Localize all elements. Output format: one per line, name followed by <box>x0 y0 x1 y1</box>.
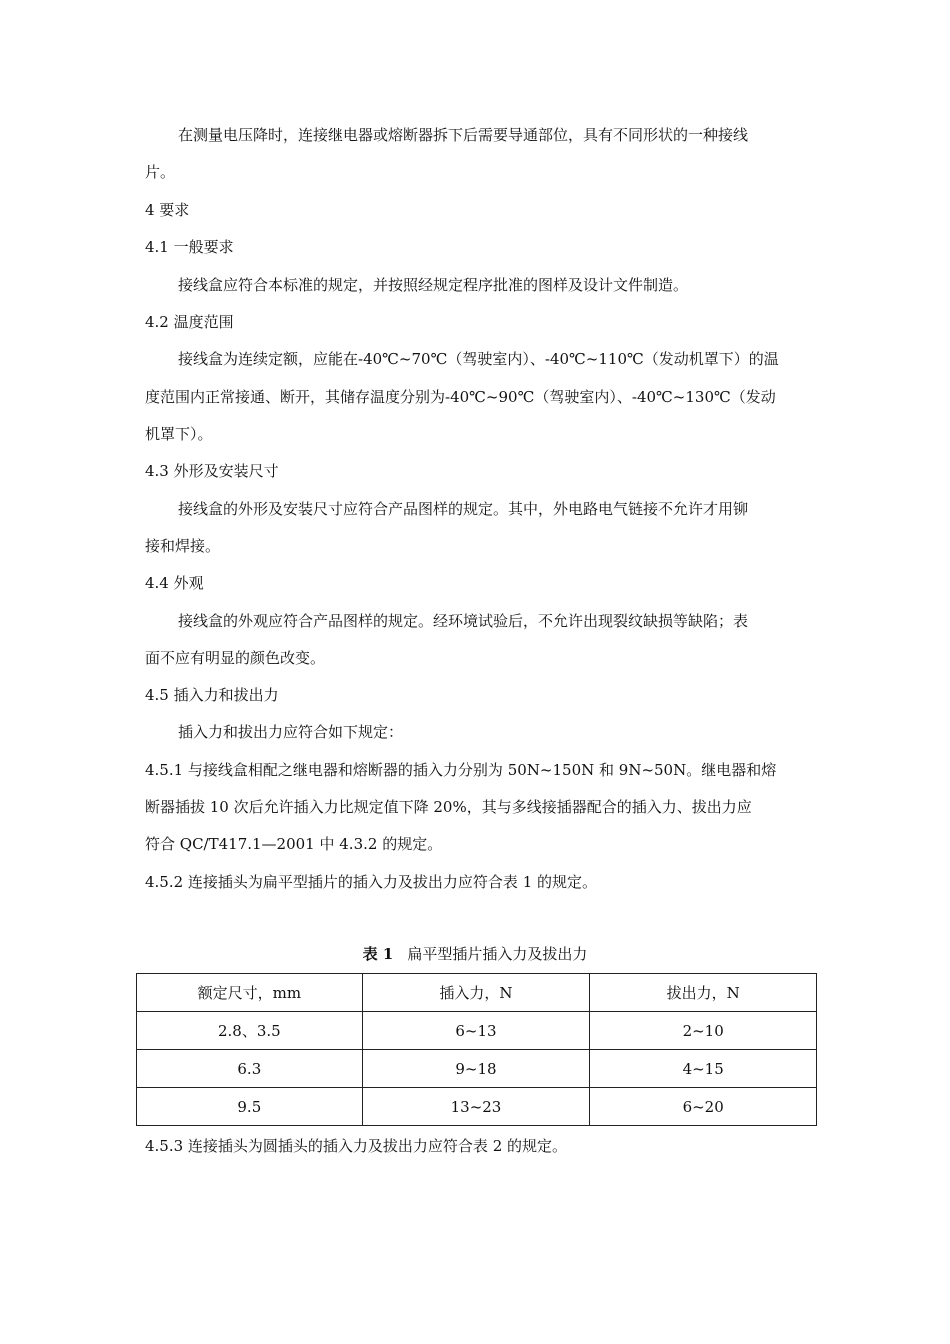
table-caption <box>0 944 950 964</box>
table-cell: 6~13 <box>362 1012 590 1050</box>
section-heading: 4.1 一般要求 <box>145 238 234 256</box>
table-caption-text: 扁平型插片插入力及拔出力 <box>407 945 588 963</box>
paragraph-line: 面不应有明显的颜色改变。 <box>145 649 326 667</box>
paragraph-line: 4.5.3 连接插头为圆插头的插入力及拔出力应符合表 2 的规定。 <box>145 1137 568 1155</box>
insertion-force-table <box>136 973 817 1126</box>
paragraph-line: 接线盒的外观应符合产品图样的规定。经环境试验后，不允许出现裂纹缺损等缺陷；表 <box>178 612 749 630</box>
table-cell: 2.8、3.5 <box>137 1012 363 1050</box>
paragraph-line: 插入力和拔出力应符合如下规定： <box>178 723 404 741</box>
paragraph-line: 4.5.1 与接线盒相配之继电器和熔断器的插入力分别为 50N~150N 和 9N~50N。继电器和熔 <box>145 761 777 779</box>
table-cell: 2~10 <box>590 1012 817 1050</box>
table-header-row <box>137 974 817 1012</box>
table-cell: 9.5 <box>137 1088 363 1126</box>
paragraph-line: 符合 QC/T417.1—2001 中 4.3.2 的规定。 <box>145 835 443 853</box>
section-heading: 4.4 外观 <box>145 574 204 592</box>
paragraph-line: 接和焊接。 <box>145 537 221 555</box>
paragraph-line: 接线盒的外形及安装尺寸应符合产品图样的规定。其中，外电路电气链接不允许才用铆 <box>178 500 749 518</box>
table-header-cell: 拔出力，N <box>590 974 817 1012</box>
section-heading: 4.3 外形及安装尺寸 <box>145 462 279 480</box>
table-cell: 9~18 <box>362 1050 590 1088</box>
paragraph-line: 断器插拔 10 次后允许插入力比规定值下降 20%，其与多线接插器配合的插入力、拔出力应 <box>145 798 752 816</box>
table-header-cell: 插入力，N <box>362 974 590 1012</box>
table-cell: 6.3 <box>137 1050 363 1088</box>
paragraph-line: 片。 <box>145 163 176 181</box>
table-cell: 6~20 <box>590 1088 817 1126</box>
paragraph-line: 机罩下）。 <box>145 425 213 443</box>
section-heading: 4.2 温度范围 <box>145 313 234 331</box>
table-header-cell: 额定尺寸，mm <box>137 974 363 1012</box>
paragraph-line: 在测量电压降时，连接继电器或熔断器拆下后需要导通部位，具有不同形状的一种接线 <box>178 126 749 144</box>
section-heading: 4 要求 <box>145 201 190 219</box>
section-heading: 4.5 插入力和拔出力 <box>145 686 279 704</box>
table-row <box>137 1050 817 1088</box>
paragraph-line: 4.5.2 连接插头为扁平型插片的插入力及拔出力应符合表 1 的规定。 <box>145 873 598 891</box>
table-row <box>137 1012 817 1050</box>
table-cell: 4~15 <box>590 1050 817 1088</box>
paragraph-line: 接线盒应符合本标准的规定，并按照经规定程序批准的图样及设计文件制造。 <box>178 276 689 294</box>
paragraph-line: 度范围内正常接通、断开，其储存温度分别为-40℃~90℃（驾驶室内）、-40℃~130℃（发动 <box>145 388 776 406</box>
paragraph-line: 接线盒为连续定额，应能在-40℃~70℃（驾驶室内）、-40℃~110℃（发动机罩下）的温 <box>178 350 779 368</box>
table-cell: 13~23 <box>362 1088 590 1126</box>
table-row <box>137 1088 817 1126</box>
table-number: 表 1 <box>362 945 394 963</box>
